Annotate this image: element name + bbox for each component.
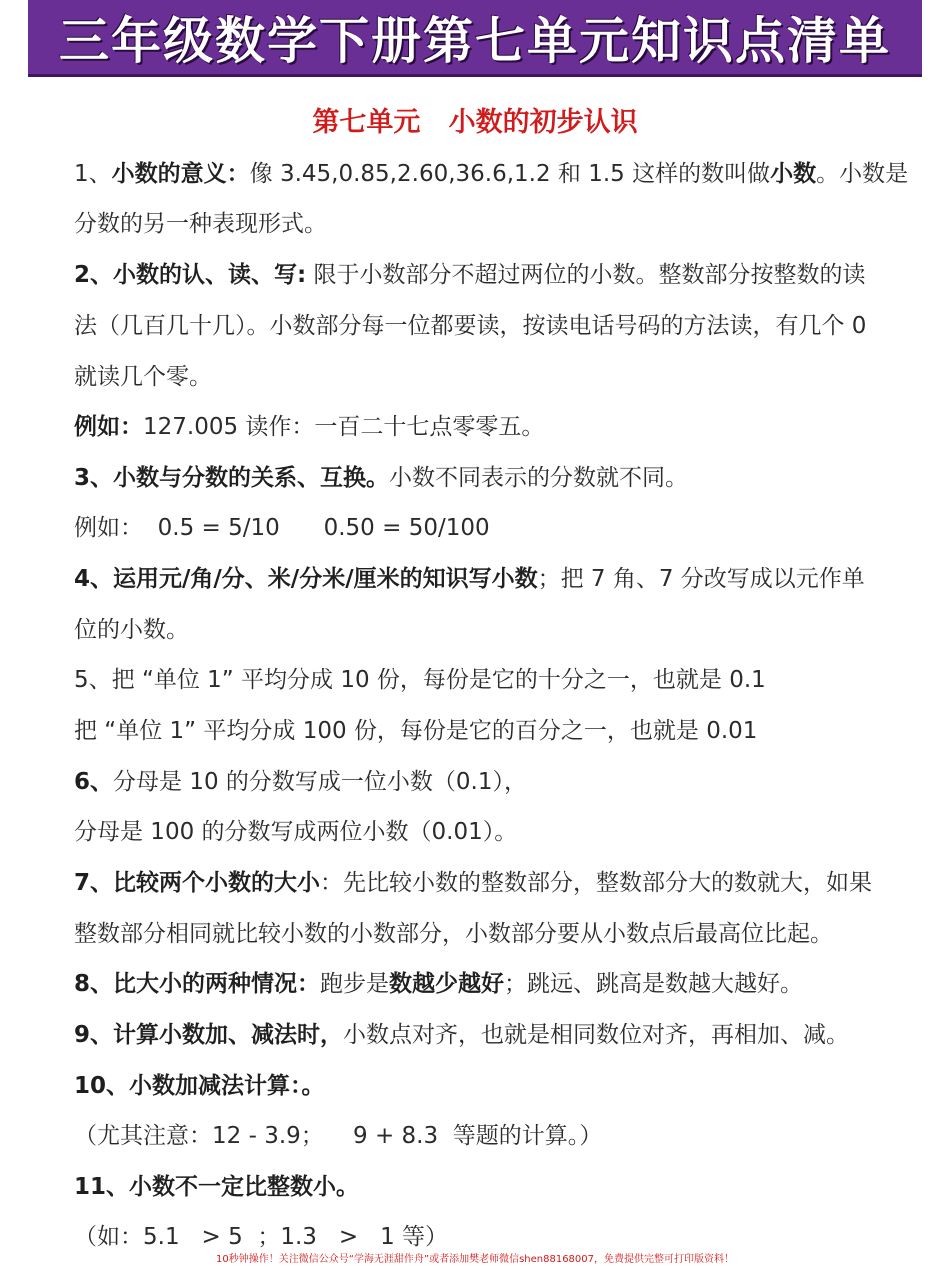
item-5-line-2: 把 “单位 1” 平均分成 100 份，每份是它的百分之一，也就是 0.01 xyxy=(74,718,758,744)
item-3-example: 例如： 0.5 = 5/10 0.50 = 50/100 xyxy=(74,515,490,541)
item-4-line-1: 4、运用元/角/分、米/分米/厘米的知识写小数；把 7 角、7 分改写成以元作单 xyxy=(74,566,865,592)
title-banner xyxy=(28,0,922,77)
unit-subtitle: 第七单元 小数的初步认识 xyxy=(312,107,638,138)
item-6-line-1: 6、分母是 10 的分数写成一位小数（0.1）， xyxy=(74,769,527,795)
item-10-heading: 10、小数加减法计算：。 xyxy=(74,1073,325,1099)
item-2-example: 例如：127.005 读作：一百二十七点零零五。 xyxy=(74,414,545,440)
item-11-heading: 11、小数不一定比整数小。 xyxy=(74,1174,360,1200)
item-4-line-2: 位的小数。 xyxy=(74,617,189,643)
item-2-line-1: 2、小数的认、读、写: 限于小数部分不超过两位的小数。整数部分按整数的读 xyxy=(74,262,866,288)
item-2-line-3: 就读几个零。 xyxy=(74,364,212,390)
item-9-line: 9、计算小数加、减法时，小数点对齐，也就是相同数位对齐，再相加、减。 xyxy=(74,1022,850,1048)
footer-promo: 10秒钟操作！关注微信公众号“学海无涯甜作舟”或者添加樊老师微信shen88168007，免费提供完整可打印版资料！ xyxy=(215,1254,735,1265)
item-10-note: （尤其注意：12 - 3.9； 9 + 8.3 等题的计算。） xyxy=(74,1123,603,1149)
item-6-line-2: 分母是 100 的分数写成两位小数（0.01）。 xyxy=(74,819,518,845)
item-8-line: 8、比大小的两种情况：跑步是数越少越好；跳远、跳高是数越大越好。 xyxy=(74,971,804,997)
page-title: 三年级数学下册第七单元知识点清单 xyxy=(59,12,891,70)
item-3-line-1: 3、小数与分数的关系、互换。小数不同表示的分数就不同。 xyxy=(74,465,689,491)
item-2-line-2: 法（几百几十几）。小数部分每一位都要读，按读电话号码的方法读，有几个 0 xyxy=(74,313,867,339)
item-1-line-1: 1、小数的意义：像 3.45,0.85,2.60,36.6,1.2 和 1.5 这样的数叫做小数。小数是 xyxy=(74,161,909,187)
item-1-line-2: 分数的另一种表现形式。 xyxy=(74,211,327,237)
item-11-note: （如：5.1 > 5 ；1.3 > 1 等） xyxy=(74,1224,449,1250)
item-5-line-1: 5、把 “单位 1” 平均分成 10 份，每份是它的十分之一，也就是 0.1 xyxy=(74,667,766,693)
item-7-line-1: 7、比较两个小数的大小：先比较小数的整数部分，整数部分大的数就大，如果 xyxy=(74,870,873,896)
item-7-line-2: 整数部分相同就比较小数的小数部分，小数部分要从小数点后最高位比起。 xyxy=(74,921,833,947)
